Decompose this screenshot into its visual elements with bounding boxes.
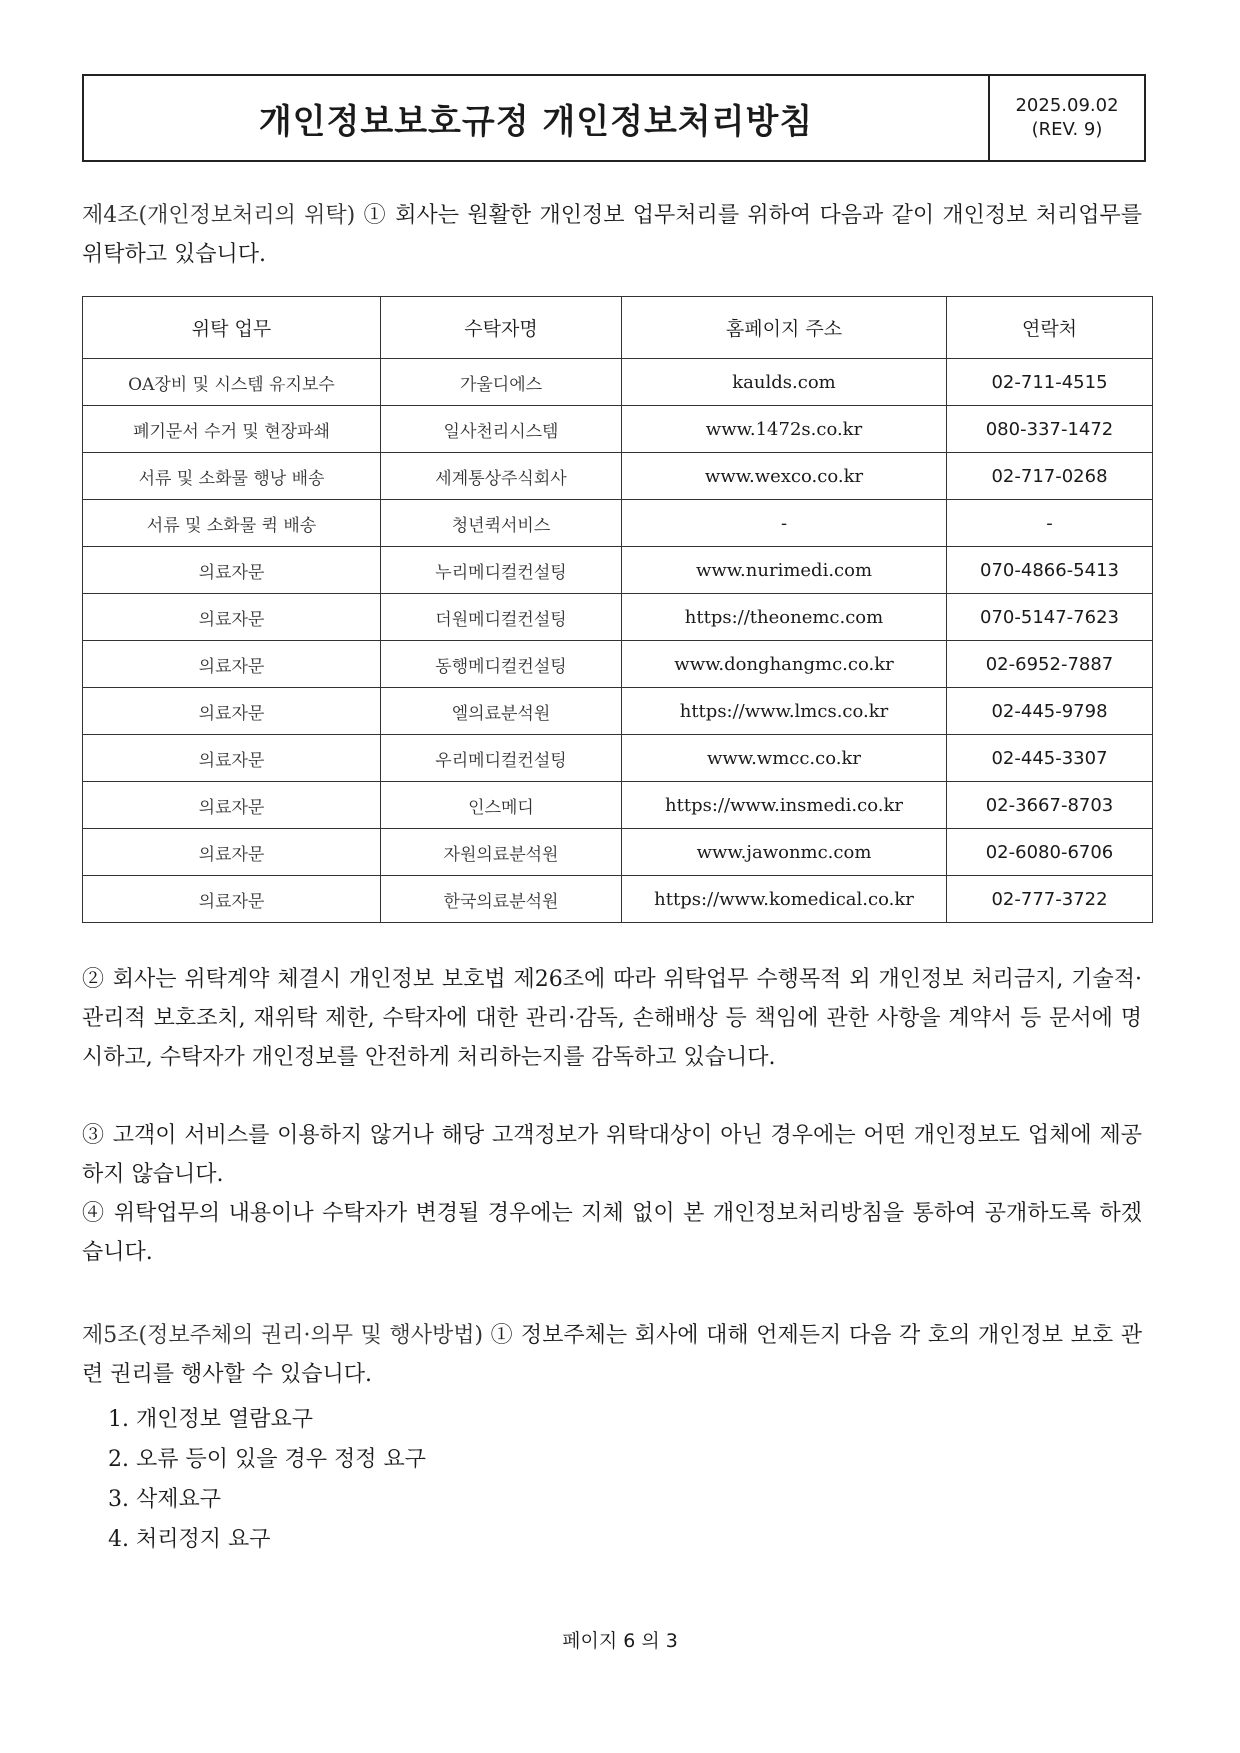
column-header-company: 수탁자명 xyxy=(381,297,622,359)
cell-phone: 02-6952-7887 xyxy=(947,641,1153,688)
cell-company: 세계통상주식회사 xyxy=(381,453,622,500)
article4-clause3: ③ 고객이 서비스를 이용하지 않거나 해당 고객정보가 위탁대상이 아닌 경우에는 어떤 개인정보도 업체에 제공하지 않습니다. xyxy=(82,1123,1142,1187)
cell-url: https://www.komedical.co.kr xyxy=(622,876,947,923)
list-item: 2. 오류 등이 있을 경우 정정 요구 xyxy=(108,1447,426,1472)
cell-url: www.jawonmc.com xyxy=(622,829,947,876)
cell-phone: 080-337-1472 xyxy=(947,406,1153,453)
cell-phone: 070-4866-5413 xyxy=(947,547,1153,594)
column-header-task: 위탁 업무 xyxy=(83,297,381,359)
cell-company: 청년퀵서비스 xyxy=(381,500,622,547)
cell-phone: 02-717-0268 xyxy=(947,453,1153,500)
cell-url: https://theonemc.com xyxy=(622,594,947,641)
article4-clause4: ④ 위탁업무의 내용이나 수탁자가 변경될 경우에는 지체 없이 본 개인정보처리방침을 통하여 공개하도록 하겠습니다. xyxy=(82,1201,1142,1265)
cell-url: www.wexco.co.kr xyxy=(622,453,947,500)
article5-intro-paragraph xyxy=(82,1316,1142,1394)
cell-url: www.nurimedi.com xyxy=(622,547,947,594)
entrustment-table xyxy=(82,296,1153,923)
article5-intro: ① 정보주체는 회사에 대해 언제든지 다음 각 호의 개인정보 보호 관련 권리를 행사할 수 있습니다. xyxy=(82,1323,1142,1387)
page-number: 페이지 6 의 3 xyxy=(562,1630,678,1652)
cell-company: 누리메디컬컨설팅 xyxy=(381,547,622,594)
cell-task: 의료자문 xyxy=(83,782,381,829)
cell-phone: 02-445-3307 xyxy=(947,735,1153,782)
table-row xyxy=(83,453,1153,500)
table-row xyxy=(83,876,1153,923)
table-row xyxy=(83,594,1153,641)
cell-url: - xyxy=(622,500,947,547)
cell-task: 서류 및 소화물 퀵 배송 xyxy=(83,500,381,547)
cell-phone: 02-6080-6706 xyxy=(947,829,1153,876)
table-row xyxy=(83,782,1153,829)
article4-intro: ① 회사는 원활한 개인정보 업무처리를 위하여 다음과 같이 개인정보 처리업무를 위탁하고 있습니다. xyxy=(82,203,1143,267)
cell-company: 인스메디 xyxy=(381,782,622,829)
list-item: 3. 삭제요구 xyxy=(108,1487,221,1512)
table-row xyxy=(83,735,1153,782)
cell-phone: 02-3667-8703 xyxy=(947,782,1153,829)
column-header-url: 홈페이지 주소 xyxy=(622,297,947,359)
table-row xyxy=(83,359,1153,406)
cell-company: 가울디에스 xyxy=(381,359,622,406)
cell-phone: - xyxy=(947,500,1153,547)
cell-phone: 02-711-4515 xyxy=(947,359,1153,406)
cell-task: 의료자문 xyxy=(83,594,381,641)
cell-company: 자원의료분석원 xyxy=(381,829,622,876)
cell-task: 의료자문 xyxy=(83,688,381,735)
cell-url: https://www.lmcs.co.kr xyxy=(622,688,947,735)
cell-task: 의료자문 xyxy=(83,547,381,594)
document-title: 개인정보보호규정 개인정보처리방침 xyxy=(258,101,814,142)
cell-company: 엘의료분석원 xyxy=(381,688,622,735)
cell-task: 폐기문서 수거 및 현장파쇄 xyxy=(83,406,381,453)
cell-task: 의료자문 xyxy=(83,641,381,688)
cell-url: www.donghangmc.co.kr xyxy=(622,641,947,688)
article4-heading: 제4조(개인정보처리의 위탁) xyxy=(82,203,356,228)
revision-box xyxy=(988,76,1144,160)
table-row xyxy=(83,829,1153,876)
revision-number: (REV. 9) xyxy=(1031,119,1103,140)
cell-url: kaulds.com xyxy=(622,359,947,406)
cell-task: OA장비 및 시스템 유지보수 xyxy=(83,359,381,406)
cell-company: 동행메디컬컨설팅 xyxy=(381,641,622,688)
cell-phone: 070-5147-7623 xyxy=(947,594,1153,641)
column-header-phone: 연락처 xyxy=(947,297,1153,359)
cell-url: https://www.insmedi.co.kr xyxy=(622,782,947,829)
list-item: 4. 처리정지 요구 xyxy=(108,1527,271,1552)
article4-clause2: ② 회사는 위탁계약 체결시 개인정보 보호법 제26조에 따라 위탁업무 수행목적 외 개인정보 처리금지, 기술적·관리적 보호조치, 재위탁 제한, 수탁자에 대한 관리·감독, 손해배상 등 책임에 관한 사항을 계약서 등 문서에 명시하고, 수탁자가 개인정보를 안전하게 처리하는지를 감독하고 있습니다. xyxy=(82,967,1142,1070)
cell-phone: 02-445-9798 xyxy=(947,688,1153,735)
article4-intro-paragraph xyxy=(82,196,1142,274)
cell-task: 서류 및 소화물 행낭 배송 xyxy=(83,453,381,500)
table-header-row xyxy=(83,297,1153,359)
cell-company: 우리메디컬컨설팅 xyxy=(381,735,622,782)
cell-url: www.wmcc.co.kr xyxy=(622,735,947,782)
revision-date: 2025.09.02 xyxy=(1015,95,1119,116)
cell-task: 의료자문 xyxy=(83,829,381,876)
cell-company: 더원메디컬컨설팅 xyxy=(381,594,622,641)
cell-company: 일사천리시스템 xyxy=(381,406,622,453)
table-row xyxy=(83,688,1153,735)
cell-company: 한국의료분석원 xyxy=(381,876,622,923)
cell-phone: 02-777-3722 xyxy=(947,876,1153,923)
table-row xyxy=(83,641,1153,688)
rights-list xyxy=(108,1400,426,1560)
table-row xyxy=(83,547,1153,594)
document-header xyxy=(82,74,1146,162)
cell-task: 의료자문 xyxy=(83,735,381,782)
cell-task: 의료자문 xyxy=(83,876,381,923)
table-row xyxy=(83,500,1153,547)
article5-heading: 제5조(정보주체의 권리·의무 및 행사방법) xyxy=(82,1323,484,1348)
cell-url: www.1472s.co.kr xyxy=(622,406,947,453)
table-row xyxy=(83,406,1153,453)
list-item: 1. 개인정보 열람요구 xyxy=(108,1407,313,1432)
